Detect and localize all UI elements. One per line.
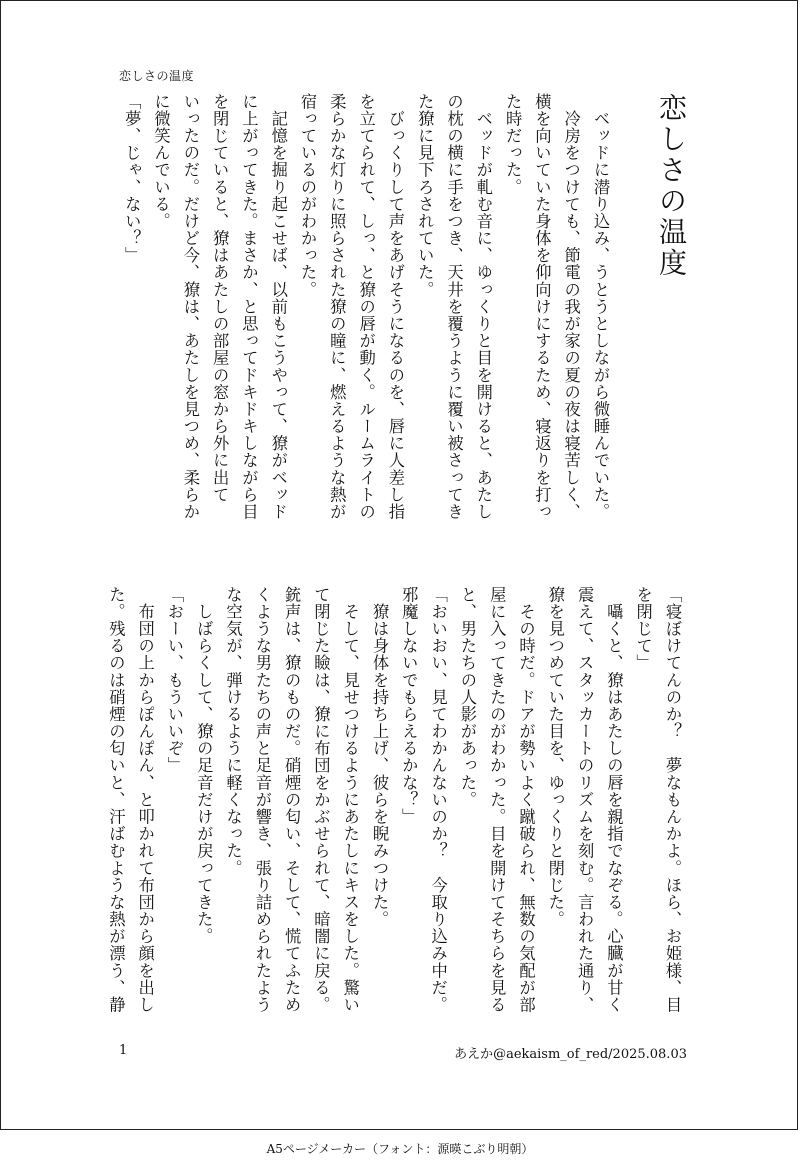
text-line: と、男たちの人影があった。 (457, 586, 477, 809)
text-line: の枕の横に手をつき、天井を覆うように覆い被さってき (444, 93, 464, 521)
text-line: 横を向いていた身体を仰向けにするため、寝返りを打っ (532, 93, 552, 521)
text-line: 柔らかな灯りに照らされた獠の瞳に、燃えるような熱が (327, 93, 347, 521)
footer-credit: A5ページメーカー（フォント：源暎こぶり明朝） (266, 1142, 534, 1156)
text-line: 宿っているのがわかった。 (298, 93, 318, 299)
text-line: 「おいおい、見てわかんないのか？ 今取り込み中だ。 (428, 586, 448, 1014)
text-line: 冷房をつけても、節電の我が家の夏の夜は寝苦しく、 (561, 93, 581, 521)
lower-text-block (101, 586, 687, 1031)
text-line: しばらくして、獠の足音だけが戻ってきた。 (194, 586, 214, 945)
text-line: いったのだ。だけど今、獠は、あたしを見つめ、柔らか (180, 93, 200, 521)
text-line: な空気が、弾けるように軽くなった。 (223, 586, 243, 877)
text-line: て閉じた瞼は、獠に布団をかぶせられて、暗闇に戻る。 (311, 586, 331, 1014)
text-line: 「寝ぼけてんのか？ 夢なもんかよ。ほら、お姫様、目 (663, 586, 682, 1014)
text-line: びっくりして声をあげそうになるのを、唇に人差し指 (385, 93, 405, 521)
text-line: 獠は身体を持ち上げ、彼らを睨みつけた。 (370, 586, 390, 928)
author-byline: あえか@aekaism_of_red/2025.08.03 (454, 1047, 687, 1062)
page-number: 1 (119, 1043, 128, 1058)
text-line: ベッドに潜り込み、うとうとしながら微睡んでいた。 (591, 93, 610, 521)
text-line: た。残るのは硝煙の匂いと、汗ばむような熱が漂う、静 (106, 586, 126, 1014)
text-line: 邪魔しないでもらえるかな？」 (399, 586, 419, 826)
text-line: た獠に見下ろされていた。 (415, 93, 435, 299)
text-line: を立てられて、しっ、と獠の唇が動く。ルームライトの (356, 93, 376, 521)
story-title: 恋しさの温度 (655, 93, 688, 279)
running-head: 恋しさの温度 (119, 69, 195, 83)
text-line: を閉じて」 (633, 586, 653, 672)
text-line: 記憶を掘り起こせば、以前もこうやって、獠がベッド (268, 93, 288, 521)
text-line: に微笑んでいる。 (151, 93, 171, 230)
text-line: を閉じていると、獠はあたしの部屋の窓から外に出て (210, 93, 230, 504)
text-line: 「おーい、もういいぞ」 (164, 586, 184, 774)
text-line: 布団の上からぽんぽん、と叩かれて布団から顔を出し (135, 586, 155, 1014)
text-line: 屋に入ってきたのがわかった。目を開けてそちらを見る (487, 586, 507, 1014)
text-line: 銃声は、獠のものだ。硝煙の匂い、そして、慌てふため (282, 586, 302, 1014)
text-line: 「夢、じゃ、ない？」 (122, 93, 142, 264)
text-line: 囁くと、獠はあたしの唇を親指でなぞる。心臓が甘く (604, 586, 624, 1014)
text-line: その時だ。ドアが勢いよく蹴破られ、無数の気配が部 (516, 586, 536, 1014)
upper-text-block (117, 93, 615, 533)
text-line: に上がってきた。まさか、と思ってドキドキしながら目 (239, 93, 259, 521)
text-line: 震えて、スタッカートのリズムを刻む。言われた通り、 (575, 586, 595, 1014)
text-line: くような男たちの声と足音が響き、張り詰められたよう (252, 586, 272, 1014)
text-line: そして、見せつけるようにあたしにキスをした。驚い (340, 586, 360, 1014)
text-line: た時だった。 (503, 93, 523, 196)
text-line: ベッドが軋む音に、ゆっくりと目を開けると、あたし (473, 93, 493, 521)
text-line: 獠を見つめていた目を、ゆっくりと閉じた。 (545, 586, 565, 928)
